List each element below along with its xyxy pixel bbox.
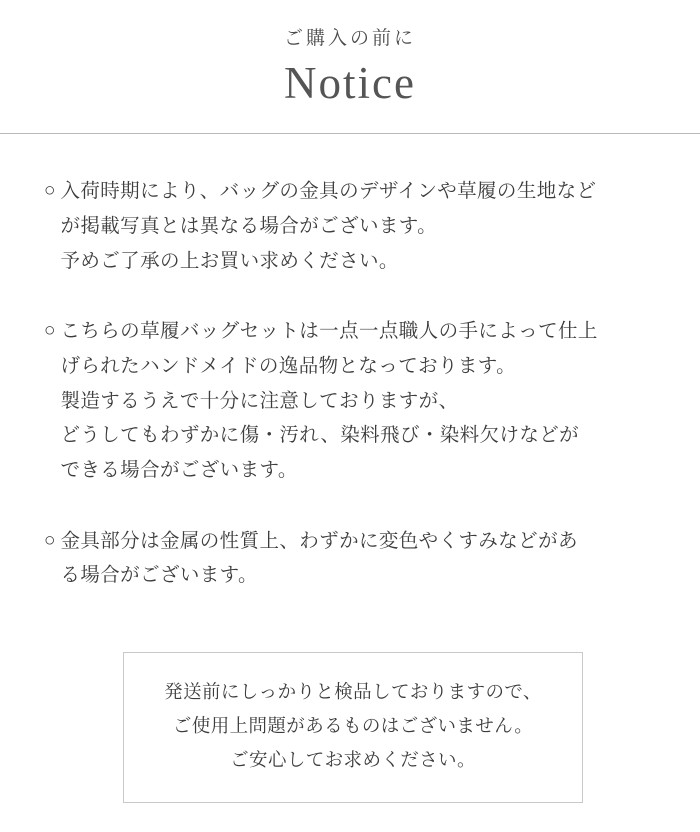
note-line: げられたハンドメイドの逸品物となっております。 (60, 354, 517, 377)
boxed-note (123, 652, 583, 803)
page-header (0, 0, 700, 134)
note-line: 製造するうえで十分に注意しておりますが、 (60, 389, 459, 412)
circle-bullet-icon: ○ (44, 180, 56, 202)
note-line: 金具部分は金属の性質上、わずかに変色やくすみなどがあ (60, 529, 578, 552)
note-line: どうしてもわずかに傷・汚れ、染料飛び・染料欠けなどが (60, 424, 580, 447)
note-text-block (60, 174, 656, 278)
page-title: Notice (284, 57, 416, 108)
list-item (44, 174, 656, 278)
boxed-note-line: 発送前にしっかりと検品しておりますので、 (164, 681, 542, 702)
header-subtitle: ご購入の前に (283, 28, 416, 49)
note-text-block (60, 314, 656, 488)
note-text-block (60, 524, 656, 593)
list-item (44, 314, 656, 488)
note-line: 予めご了承の上お買い求めください。 (60, 249, 399, 272)
notice-list (0, 134, 700, 593)
list-item (44, 524, 656, 593)
boxed-note-line: ご使用上問題があるものはございません。 (172, 715, 534, 737)
boxed-note-line: ご安心してお求めください。 (230, 749, 476, 771)
circle-bullet-icon: ○ (44, 320, 56, 342)
note-line: 入荷時期により、バッグの金具のデザインや草履の生地など (60, 180, 597, 203)
circle-bullet-icon: ○ (44, 529, 56, 551)
note-line: る場合がございます。 (60, 564, 258, 587)
note-line: が掲載写真とは異なる場合がございます。 (60, 214, 438, 237)
note-line: できる場合がございます。 (60, 459, 298, 482)
note-line: こちらの草履バッグセットは一点一点職人の手によって仕上 (60, 320, 598, 343)
